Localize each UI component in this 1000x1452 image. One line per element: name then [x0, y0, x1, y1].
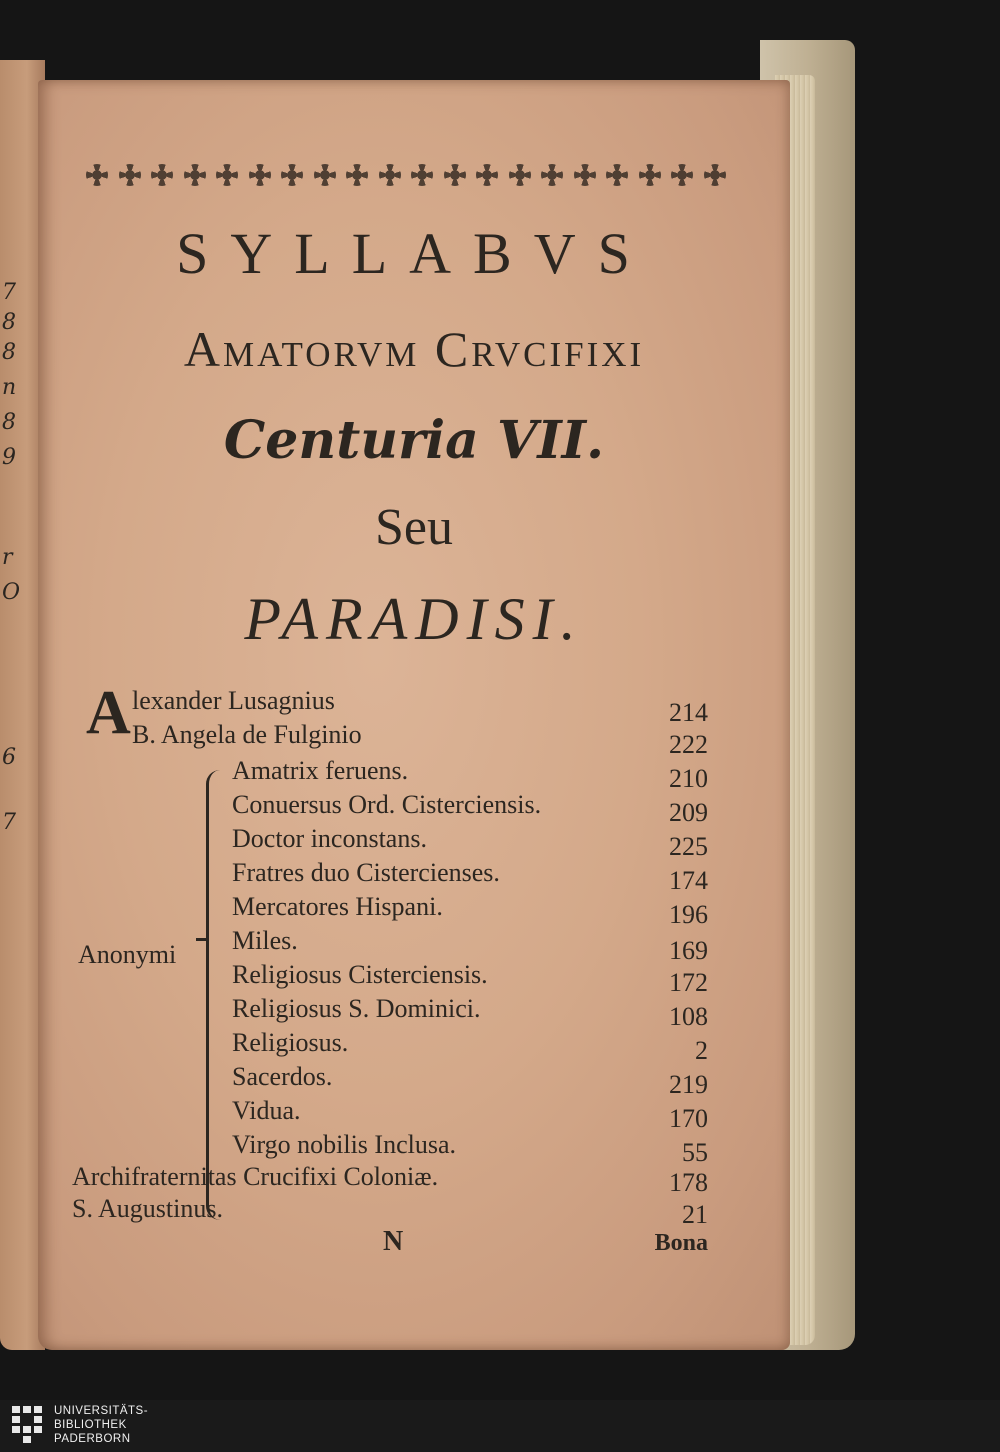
entry-text: Virgo nobilis Inclusa.: [232, 1130, 456, 1159]
entry-page: 178: [669, 1168, 708, 1197]
facing-page-fragment: 7: [2, 810, 16, 835]
entry-page: 225: [669, 832, 708, 861]
catchword: Bona: [654, 1230, 708, 1256]
index-entries: [38, 80, 790, 1350]
entry-page: 209: [669, 798, 708, 827]
title-syllabus: SYLLABVS: [176, 221, 652, 286]
entry-text: S. Augustinus.: [72, 1194, 223, 1223]
title-amatorum: Amatorvm Crvcifixi: [183, 321, 645, 377]
entry-text: Miles.: [232, 926, 298, 955]
entry-page: 210: [669, 764, 708, 793]
entry-page: 169: [669, 936, 708, 965]
facing-page-fragment: r: [2, 545, 13, 570]
book-page: [38, 80, 790, 1350]
library-logo-text: [54, 1404, 148, 1446]
title-paradisi: PARADISI.: [244, 586, 584, 652]
entry-text: Amatrix feruens.: [232, 756, 409, 785]
facing-page-fragment: O: [2, 580, 21, 605]
entry-text: B. Angela de Fulginio: [132, 720, 362, 749]
entry-text: Vidua.: [232, 1096, 301, 1125]
logo-line: UNIVERSITÄTS-: [54, 1405, 149, 1417]
entry-text: Mercatores Hispani.: [232, 892, 443, 921]
facing-page-fragment: 6: [2, 745, 16, 770]
entry-text: Religiosus S. Dominici.: [232, 994, 481, 1023]
facing-page-fragment: 7: [2, 280, 16, 305]
facing-page-fragment: 8: [2, 410, 16, 435]
entry-text: Religiosus.: [232, 1028, 349, 1057]
entry-page: 214: [669, 698, 708, 727]
title-centuria: Centuria VII.: [223, 410, 605, 471]
facing-page-fragment: 9: [2, 445, 16, 470]
facing-page-fragment: n: [2, 375, 17, 400]
entry-page: 222: [669, 730, 708, 759]
title-seu: Seu: [375, 499, 453, 556]
entry-text: Conuersus Ord. Cisterciensis.: [232, 790, 542, 819]
anonymi-label: Anonymi: [78, 940, 177, 969]
entry-text: Religiosus Cisterciensis.: [232, 960, 488, 989]
entry-page: 2: [695, 1036, 708, 1065]
entry-page: 196: [669, 900, 708, 929]
logo-line: PADERBORN: [54, 1433, 131, 1445]
library-logo-bar: [0, 1400, 1000, 1452]
library-logo-icon: [12, 1406, 46, 1446]
entry-page: 172: [669, 968, 708, 997]
entry-text: Archifraternitas Crucifixi Coloniæ.: [72, 1162, 439, 1191]
entry-page: 55: [682, 1138, 708, 1167]
signature-mark: N: [383, 1226, 404, 1257]
entry-text: Doctor inconstans.: [232, 824, 427, 853]
entry-text: lexander Lusagnius: [132, 686, 335, 715]
entry-page: 219: [669, 1070, 708, 1099]
facing-page-fragment: 8: [2, 340, 16, 365]
entry-page: 170: [669, 1104, 708, 1133]
bracket-tip: [196, 938, 208, 953]
entry-text: Fratres duo Cistercienses.: [232, 858, 500, 887]
logo-line: BIBLIOTHEK: [54, 1419, 127, 1431]
entry-page: 108: [669, 1002, 708, 1031]
entry-page: 174: [669, 866, 708, 895]
entry-text: Sacerdos.: [232, 1062, 333, 1091]
entry-page: 21: [682, 1200, 708, 1229]
drop-cap: A: [86, 679, 131, 747]
bracket: [206, 770, 221, 1220]
facing-page-fragment: 8: [2, 310, 16, 335]
